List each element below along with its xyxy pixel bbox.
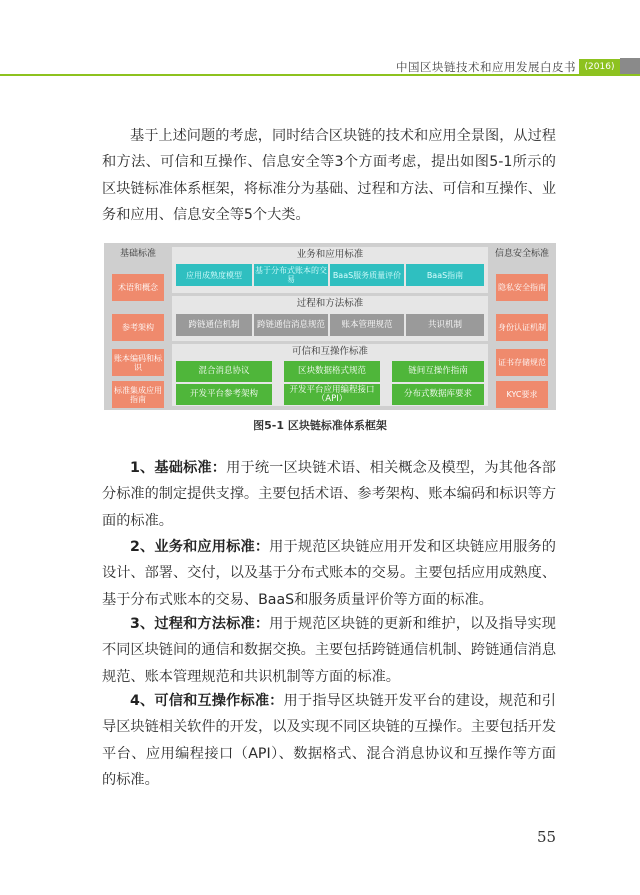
header-year-badge: (2016) bbox=[579, 59, 620, 75]
section-trust bbox=[102, 688, 556, 793]
section-lead: 4、可信和互操作标准： bbox=[130, 693, 284, 709]
right-item: 身份认证机制 bbox=[496, 314, 548, 341]
band-cell: 区块数据格式规范 bbox=[284, 361, 380, 382]
header-title: 中国区块链技术和应用发展白皮书 bbox=[396, 60, 576, 74]
band-title: 可信和互操作标准 bbox=[291, 346, 368, 357]
section-lead: 1、基础标准： bbox=[130, 460, 227, 476]
band-cell: 链间互操作指南 bbox=[392, 361, 484, 382]
trust-interop-band bbox=[172, 344, 488, 406]
left-item: 标准集成应用指南 bbox=[112, 381, 164, 408]
right-item: 证书存储规范 bbox=[496, 349, 548, 376]
security-standards-column bbox=[492, 247, 552, 406]
section-text: 用于规范区块链应用开发和区块链应用服务的设计、部署、交付，以及基于分布式账本的交易。主要包括应用成熟度、基于分布式账本的交易、BaaS和服务质量评价等方面的标准。 bbox=[102, 539, 557, 608]
band-cell: 开发平台参考架构 bbox=[176, 384, 272, 405]
right-item: KYC要求 bbox=[496, 381, 548, 408]
band-cell: 跨链通信消息规范 bbox=[254, 314, 328, 336]
section-process bbox=[102, 611, 556, 690]
process-method-band bbox=[172, 296, 488, 341]
band-cell: 开发平台应用编程接口（API） bbox=[284, 384, 380, 405]
band-cell: 应用成熟度模型 bbox=[176, 264, 252, 286]
intro-paragraph: 基于上述问题的考虑，同时结合区块链的技术和应用全景图，从过程和方法、可信和互操作、信息安全等3个方面考虑，提出如图5-1所示的区块链标准体系框架，将标准分为基础、过程和方法、可信和互操作、业务和应用、信息安全等5个大类。 bbox=[102, 128, 557, 223]
section-text: 用于指导区块链开发平台的建设，规范和引导区块链相关软件的开发，以及实现不同区块链的互操作。主要包括开发平台、应用编程接口（API）、数据格式、混合消息协议和互操作等方面的标准。 bbox=[102, 693, 557, 788]
band-cell: BaaS指南 bbox=[406, 264, 484, 286]
header-rule bbox=[0, 74, 640, 76]
band-cell: 跨链通信机制 bbox=[176, 314, 252, 336]
security-standards-title: 信息安全标准 bbox=[494, 249, 549, 259]
business-application-band bbox=[172, 247, 488, 293]
standards-framework-figure bbox=[104, 243, 556, 410]
band-cell: 分布式数据库要求 bbox=[392, 384, 484, 405]
figure-caption: 图5-1 区块链标准体系框架 bbox=[253, 419, 387, 432]
section-text: 用于规范区块链的更新和维护，以及指导实现不同区块链间的通信和数据交换。主要包括跨链通信机制、跨链通信消息规范、账本管理规范和共识机制等方面的标准。 bbox=[102, 616, 557, 685]
left-item: 术语和概念 bbox=[112, 274, 164, 301]
basic-standards-title: 基础标准 bbox=[119, 249, 156, 259]
section-business bbox=[102, 534, 556, 613]
left-item: 参考架构 bbox=[112, 314, 164, 341]
section-text: 用于统一区块链术语、相关概念及模型，为其他各部分标准的制定提供支撑。主要包括术语、参考架构、账本编码和标识等方面的标准。 bbox=[102, 460, 557, 529]
section-basic bbox=[102, 455, 556, 534]
page-number: 55 bbox=[537, 828, 557, 846]
band-cell: BaaS服务质量评价 bbox=[330, 264, 404, 286]
band-cell: 共识机制 bbox=[406, 314, 484, 336]
section-lead: 3、过程和方法标准： bbox=[130, 616, 270, 632]
band-cell: 基于分布式账本的交易 bbox=[255, 266, 327, 284]
basic-standards-column bbox=[108, 247, 168, 406]
band-cell: 账本管理规范 bbox=[330, 314, 404, 336]
section-lead: 2、业务和应用标准： bbox=[130, 539, 270, 555]
left-item: 账本编码和标识 bbox=[112, 349, 164, 376]
band-title: 业务和应用标准 bbox=[296, 249, 364, 260]
band-title: 过程和方法标准 bbox=[296, 298, 364, 309]
middle-bands bbox=[172, 247, 488, 406]
band-cell: 混合消息协议 bbox=[176, 361, 272, 382]
right-item: 隐私安全指南 bbox=[496, 274, 548, 301]
